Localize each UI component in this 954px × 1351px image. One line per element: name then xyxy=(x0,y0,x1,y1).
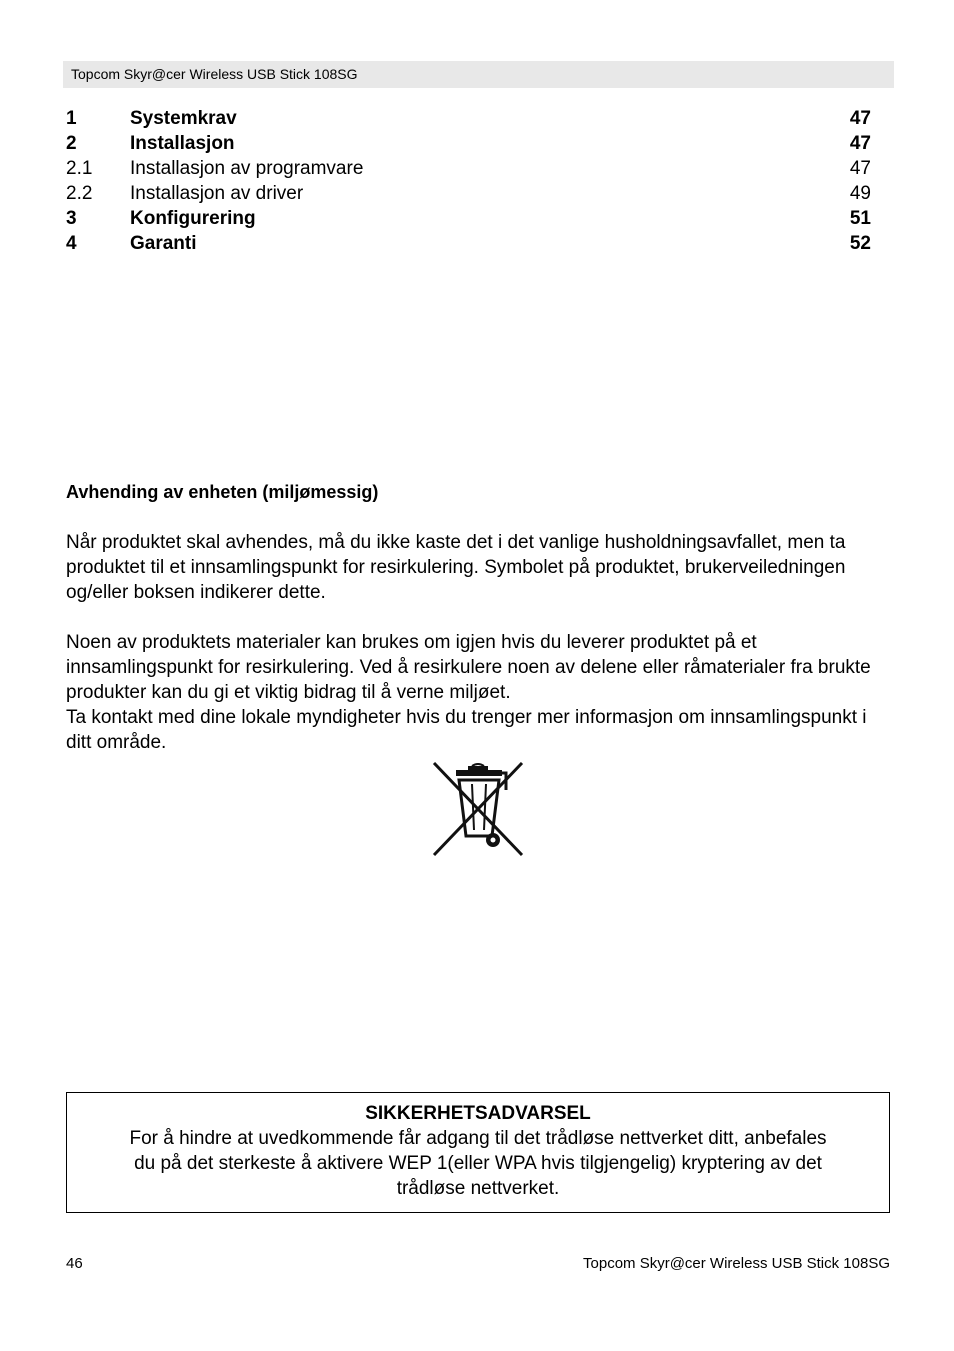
toc-row[interactable] xyxy=(66,231,871,256)
toc-row[interactable] xyxy=(66,131,871,156)
crossed-out-wheelie-bin-icon xyxy=(430,760,526,858)
toc-title: Konfigurering xyxy=(130,208,256,229)
toc-title: Installasjon xyxy=(130,133,235,154)
warning-text: For å hindre at uvedkommende får adgang til det trådløse nettverket ditt, anbefales du på det sterkeste å aktivere WEP 1(eller WPA hvis tilgjengelig) kryptering av det trådløse nettverket. xyxy=(129,1128,827,1199)
header-product-name: Topcom Skyr@cer Wireless USB Stick 108SG xyxy=(71,66,358,82)
table-of-contents xyxy=(66,106,871,256)
toc-number: 2.1 xyxy=(66,158,93,179)
running-header xyxy=(63,61,894,88)
toc-row[interactable] xyxy=(66,106,871,131)
disposal-paragraph: Når produktet skal avhendes, må du ikke kaste det i det vanlige husholdningsavfallet, men ta produktet til et innsamlingspunkt for resirkulering. Symbolet på produktet, brukerveiledningen og/eller boksen indikerer dette. xyxy=(66,532,846,603)
toc-number: 2 xyxy=(66,133,77,154)
toc-number: 1 xyxy=(66,108,77,129)
footer-product-name: Topcom Skyr@cer Wireless USB Stick 108SG xyxy=(583,1255,890,1272)
toc-row[interactable] xyxy=(66,181,871,206)
toc-number: 2.2 xyxy=(66,183,93,204)
disposal-paragraph-text: Noen av produktets materialer kan brukes om igjen hvis du leverer produktet på et innsamlingspunkt for resirkulering. Ved å resirkulere noen av delene eller råmaterialer fra brukte produkter kan du gi et viktig bidrag til å verne miljøet. xyxy=(66,632,871,703)
disposal-heading: Avhending av enheten (miljømessig) xyxy=(66,482,379,502)
toc-title: Installasjon av driver xyxy=(130,183,304,204)
toc-row[interactable] xyxy=(66,206,871,231)
toc-page: 52 xyxy=(849,233,871,254)
disposal-contact-text: Ta kontakt med dine lokale myndigheter hvis du trenger mer informasjon om innsamlingspunkt i ditt område. xyxy=(66,707,867,753)
disposal-paragraph-2 xyxy=(66,630,896,755)
toc-number: 4 xyxy=(66,233,77,254)
toc-title: Systemkrav xyxy=(130,108,237,129)
toc-title: Installasjon av programvare xyxy=(130,158,364,179)
page-number: 46 xyxy=(66,1255,83,1272)
toc-page: 47 xyxy=(849,158,871,179)
toc-page: 47 xyxy=(849,108,871,129)
toc-page: 51 xyxy=(849,208,871,229)
toc-page: 47 xyxy=(849,133,871,154)
toc-row[interactable] xyxy=(66,156,871,181)
security-warning-box xyxy=(66,1092,890,1213)
toc-number: 3 xyxy=(66,208,77,229)
toc-page: 49 xyxy=(849,183,871,204)
toc-title: Garanti xyxy=(130,233,197,254)
warning-title: SIKKERHETSADVARSEL xyxy=(365,1103,591,1124)
